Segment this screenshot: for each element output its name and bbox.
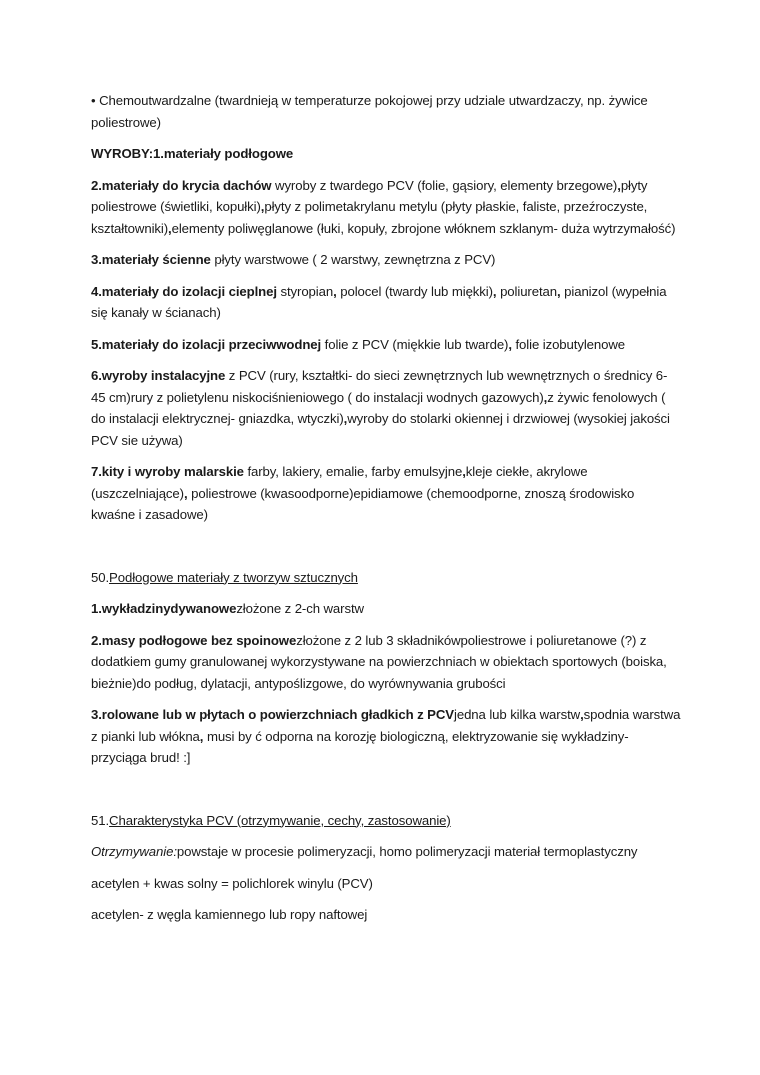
reaction-line: acetylen + kwas solny = polichlorek winylu (PCV) bbox=[91, 875, 373, 891]
item-3-paragraph bbox=[91, 249, 681, 271]
otrzymywanie-label: Otrzymywanie: bbox=[91, 844, 177, 859]
section-spacer bbox=[91, 779, 681, 810]
bullet: • bbox=[91, 93, 100, 108]
s50-item-2-paragraph: 2.masy podłogowe bez spoinowezłożone z 2 lub 3 składnikówpoliestrowe i poliuretanowe (?) z dodatkiem gumy granulowanej wykorzystywane na powierzchniach w obiektach sportowych (boiska, bieżnie)do podług, dylatacji, antypoślizgowe, do wyrównywania grubości bbox=[91, 632, 667, 691]
wyroby-heading: WYROBY:1.materiały podłogowe bbox=[91, 146, 294, 161]
section-51-number: 51. bbox=[91, 812, 110, 828]
acetylen-source-line: acetylen- z węgla kamiennego lub ropy naftowej bbox=[91, 907, 368, 922]
item-3-text: płyty warstwowe ( 2 warstwy, zewnętrzna z PCV) bbox=[210, 252, 496, 267]
item-5-paragraph: 5.materiały do izolacji przeciwwodnej folie z PCV (miękkie lub twarde), folie izobutylenowe bbox=[91, 336, 626, 352]
item-3-label: 3.materiały ścienne bbox=[91, 252, 211, 267]
s50-item-3-paragraph: 3.rolowane lub w płytach o powierzchniach gładkich z PCVjedna lub kilka warstw,spodnia warstwa z pianki lub włókna, musi by ć odporna na korozję biologiczną, elektryzowanie się wykładziny- przyciąga brud! :] bbox=[91, 707, 681, 765]
item-6-label: 6.wyroby instalacyjne bbox=[91, 368, 226, 383]
item-4-label: 4.materiały do izolacji cieplnej bbox=[91, 283, 277, 299]
section-51-heading bbox=[91, 810, 681, 832]
section-50-number: 50. bbox=[91, 569, 110, 585]
item-4-paragraph: 4.materiały do izolacji cieplnej styropian, polocel (twardy lub miękki), poliuretan, pianizol (wypełnia się kanały w ścianach) bbox=[91, 283, 667, 320]
section-50-heading bbox=[91, 567, 681, 589]
s50-item-1-label: 1.wykładzinydywanowe bbox=[91, 601, 237, 616]
item-7-label: 7.kity i wyroby malarskie bbox=[91, 464, 244, 479]
s50-item-3-label: 3.rolowane lub w płytach o powierzchniach gładkich z PCV bbox=[91, 707, 454, 722]
document-page bbox=[91, 90, 681, 936]
section-50-title: Podłogowe materiały z tworzyw sztucznych bbox=[109, 569, 358, 585]
intro-paragraph bbox=[91, 90, 681, 133]
section-spacer bbox=[91, 536, 681, 567]
section-51-title: Charakterystyka PCV (otrzymywanie, cechy, zastosowanie) bbox=[109, 812, 451, 828]
item-6-paragraph: 6.wyroby instalacyjne z PCV (rury, kształtki- do sieci zewnętrznych lub wewnętrznych o średnicy 6-45 cm)rury z polietylenu niskociśnieniowego ( do instalacji wodnych gazowych),z żywic fenolowych ( do instalacji elektrycznej- gniazdka, wtyczki),wyroby do stolarki okiennej i drzwiowej (wysokiej jakości PCV sie używa) bbox=[91, 368, 670, 448]
item-2-label: 2.materiały do krycia dachów bbox=[91, 177, 272, 193]
s50-item-1-paragraph: 1.wykładzinydywanowezłożone z 2-ch warstw bbox=[91, 601, 364, 616]
intro-text: Chemoutwardzalne (twardnieją w temperaturze pokojowej przy udziale utwardzaczy, np. żywice poliestrowe) bbox=[91, 93, 648, 130]
item-2-text: wyroby z twardego PCV (folie, gąsiory, elementy brzegowe) bbox=[271, 177, 618, 193]
item-5-label: 5.materiały do izolacji przeciwwodnej bbox=[91, 336, 322, 352]
item-2-paragraph: 2.materiały do krycia dachów wyroby z twardego PCV (folie, gąsiory, elementy brzegowe),płyty poliestrowe (świetliki, kopułki),płyty z polimetakrylanu metylu (płyty płaskie, faliste, przeźroczyste, kształtowniki),elementy poliwęglanowe (łuki, kopuły, zbrojone włóknem szklanym- duża wytrzymałość) bbox=[91, 177, 676, 236]
item-7-paragraph: 7.kity i wyroby malarskie farby, lakiery, emalie, farby emulsyjne,kleje ciekłe, akrylowe (uszczelniające), poliestrowe (kwasoodporne)epidiamowe (chemoodporne, znoszą środowisko kwaśne i zasadowe) bbox=[91, 464, 635, 522]
s50-item-2-label: 2.masy podłogowe bez spoinowe bbox=[91, 632, 297, 648]
otrzymywanie-paragraph: Otrzymywanie:powstaje w procesie polimeryzacji, homo polimeryzacji materiał termoplastyczny bbox=[91, 844, 638, 859]
